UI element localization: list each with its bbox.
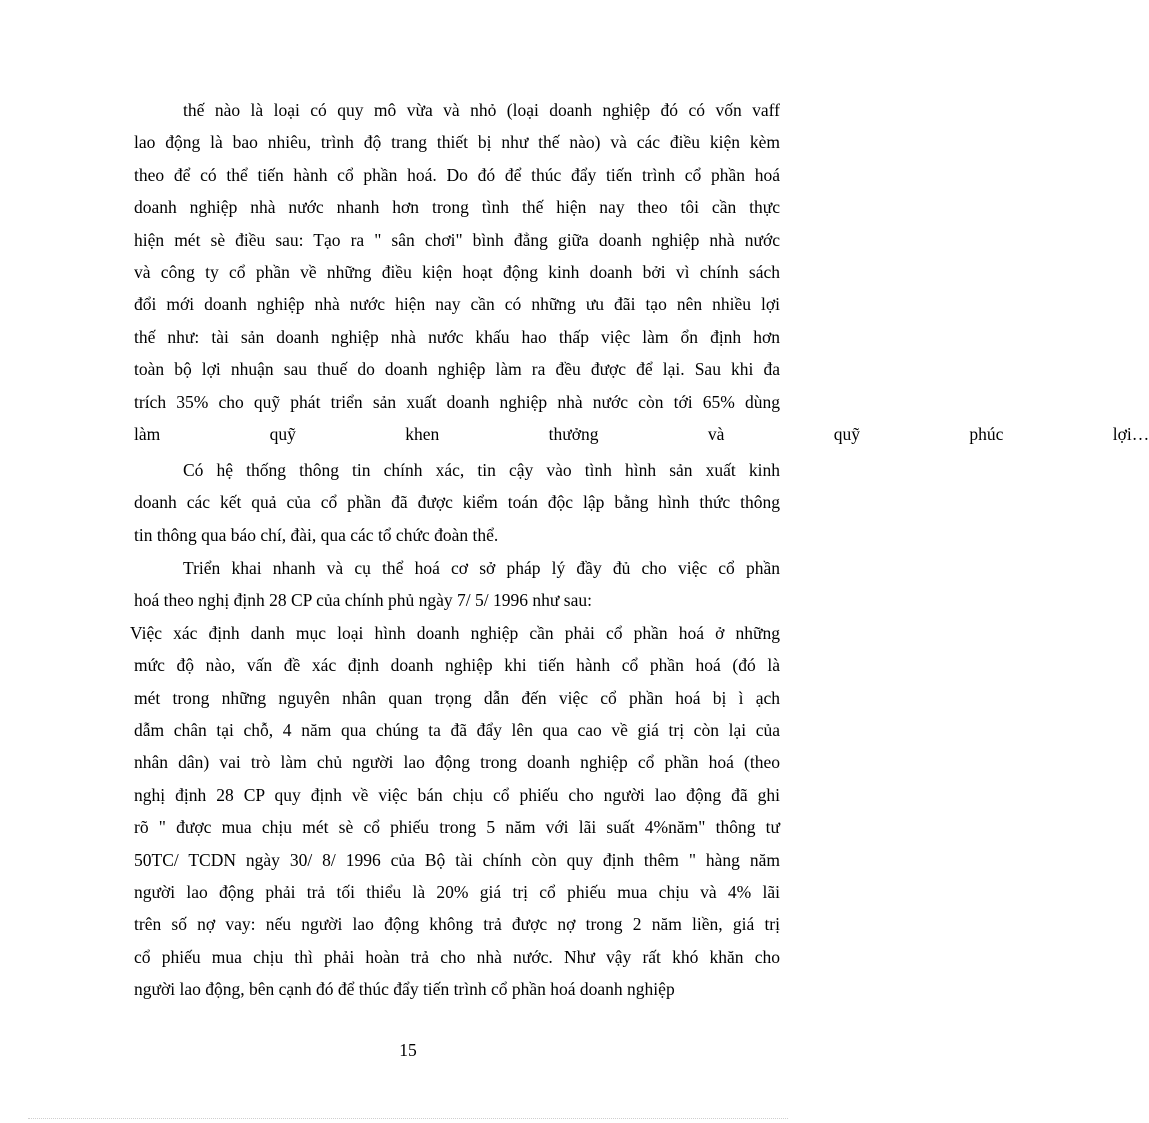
text-line: Việc xác định danh mục loại hình doanh nghiệp cần phải cổ phần hoá ở những xyxy=(130,622,780,643)
text-line: hoá theo nghị định 28 CP của chính phủ ngày 7/ 5/ 1996 như sau: xyxy=(134,590,592,611)
text-line: nhân dân) vai trò làm chủ người lao động trong doanh nghiệp cổ phần hoá (theo xyxy=(134,752,780,773)
text-line: mét trong những nguyên nhân quan trọng dẫn đến việc cổ phần hoá bị ì ạch xyxy=(134,687,780,708)
text-line: mức độ nào, vấn đề xác định doanh nghiệp khi tiến hành cổ phần hoá (đó là xyxy=(134,655,780,676)
text-line: doanh nghiệp nhà nước nhanh hơn trong tình thế hiện nay theo tôi cần thực xyxy=(134,197,780,218)
text-line: lao động là bao nhiêu, trình độ trang thiết bị như thế nào) và các điều kiện kèm xyxy=(134,132,780,153)
paragraph-1 xyxy=(134,94,1149,450)
page-number: 15 xyxy=(399,1040,417,1060)
text-line: Triển khai nhanh và cụ thể hoá cơ sở pháp lý đầy đủ cho việc cổ phần xyxy=(183,558,780,578)
text-line: đổi mới doanh nghiệp nhà nước hiện nay cần có những ưu đãi tạo nên nhiều lợi xyxy=(134,294,780,315)
text-line: người lao động, bên cạnh đó để thúc đẩy tiến trình cổ phần hoá doanh nghiệp xyxy=(134,979,675,1000)
text-line: và công ty cổ phần về những điều kiện hoạt động kinh doanh bởi vì chính sách xyxy=(134,261,780,282)
text-line: Có hệ thống thông tin chính xác, tin cậy vào tình hình sản xuất kinh xyxy=(183,460,780,480)
text-line: hiện mét sè điều sau: Tạo ra " sân chơi" bình đẳng giữa doanh nghiệp nhà nước xyxy=(134,229,780,250)
paragraph-2 xyxy=(134,454,780,551)
text-line: toàn bộ lợi nhuận sau thuế do doanh nghiệp làm ra đều được để lại. Sau khi đa xyxy=(134,359,780,380)
text-line: trích 35% cho quỹ phát triển sản xuất doanh nghiệp nhà nước còn tới 65% dùng xyxy=(134,391,780,412)
text-line: tin thông qua báo chí, đài, qua các tổ chức đoàn thể. xyxy=(134,524,499,545)
text-line: theo để có thể tiến hành cổ phần hoá. Do đó để thúc đẩy tiến trình cổ phần hoá xyxy=(134,164,780,185)
text-line: cổ phiếu mua chịu thì phải hoàn trả cho nhà nước. Như vậy rất khó khăn cho xyxy=(134,946,780,967)
text-line: nghị định 28 CP quy định về việc bán chịu cổ phiếu cho người lao động đã ghi xyxy=(134,784,780,805)
text-line: doanh các kết quả của cổ phần đã được kiểm toán độc lập bằng hình thức thông xyxy=(134,492,780,513)
text-line: người lao động phải trả tối thiểu là 20% giá trị cổ phiếu mua chịu và 4% lãi xyxy=(134,881,780,902)
page-bottom-divider xyxy=(28,1118,788,1119)
paragraph-3 xyxy=(130,552,780,1005)
text-line: rõ " được mua chịu mét sè cổ phiếu trong 5 năm với lãi suất 4%năm" thông tư xyxy=(134,817,780,838)
text-line: 50TC/ TCDN ngày 30/ 8/ 1996 của Bộ tài chính còn quy định thêm " hàng năm xyxy=(134,849,780,870)
text-line: làm quỹ khen thưởng và quỹ phúc lợi… xyxy=(134,423,1149,444)
text-line: thế nào là loại có quy mô vừa và nhỏ (loại doanh nghiệp đó có vốn vaff xyxy=(183,100,780,120)
text-line: dẫm chân tại chỗ, 4 năm qua chúng ta đã đẩy lên qua cao về giá trị còn lại của xyxy=(134,719,780,740)
text-line: thế như: tài sản doanh nghiệp nhà nước khấu hao thấp việc làm ổn định hơn xyxy=(134,326,780,347)
text-line: trên số nợ vay: nếu người lao động không trả được nợ trong 2 năm liền, giá trị xyxy=(134,914,780,935)
